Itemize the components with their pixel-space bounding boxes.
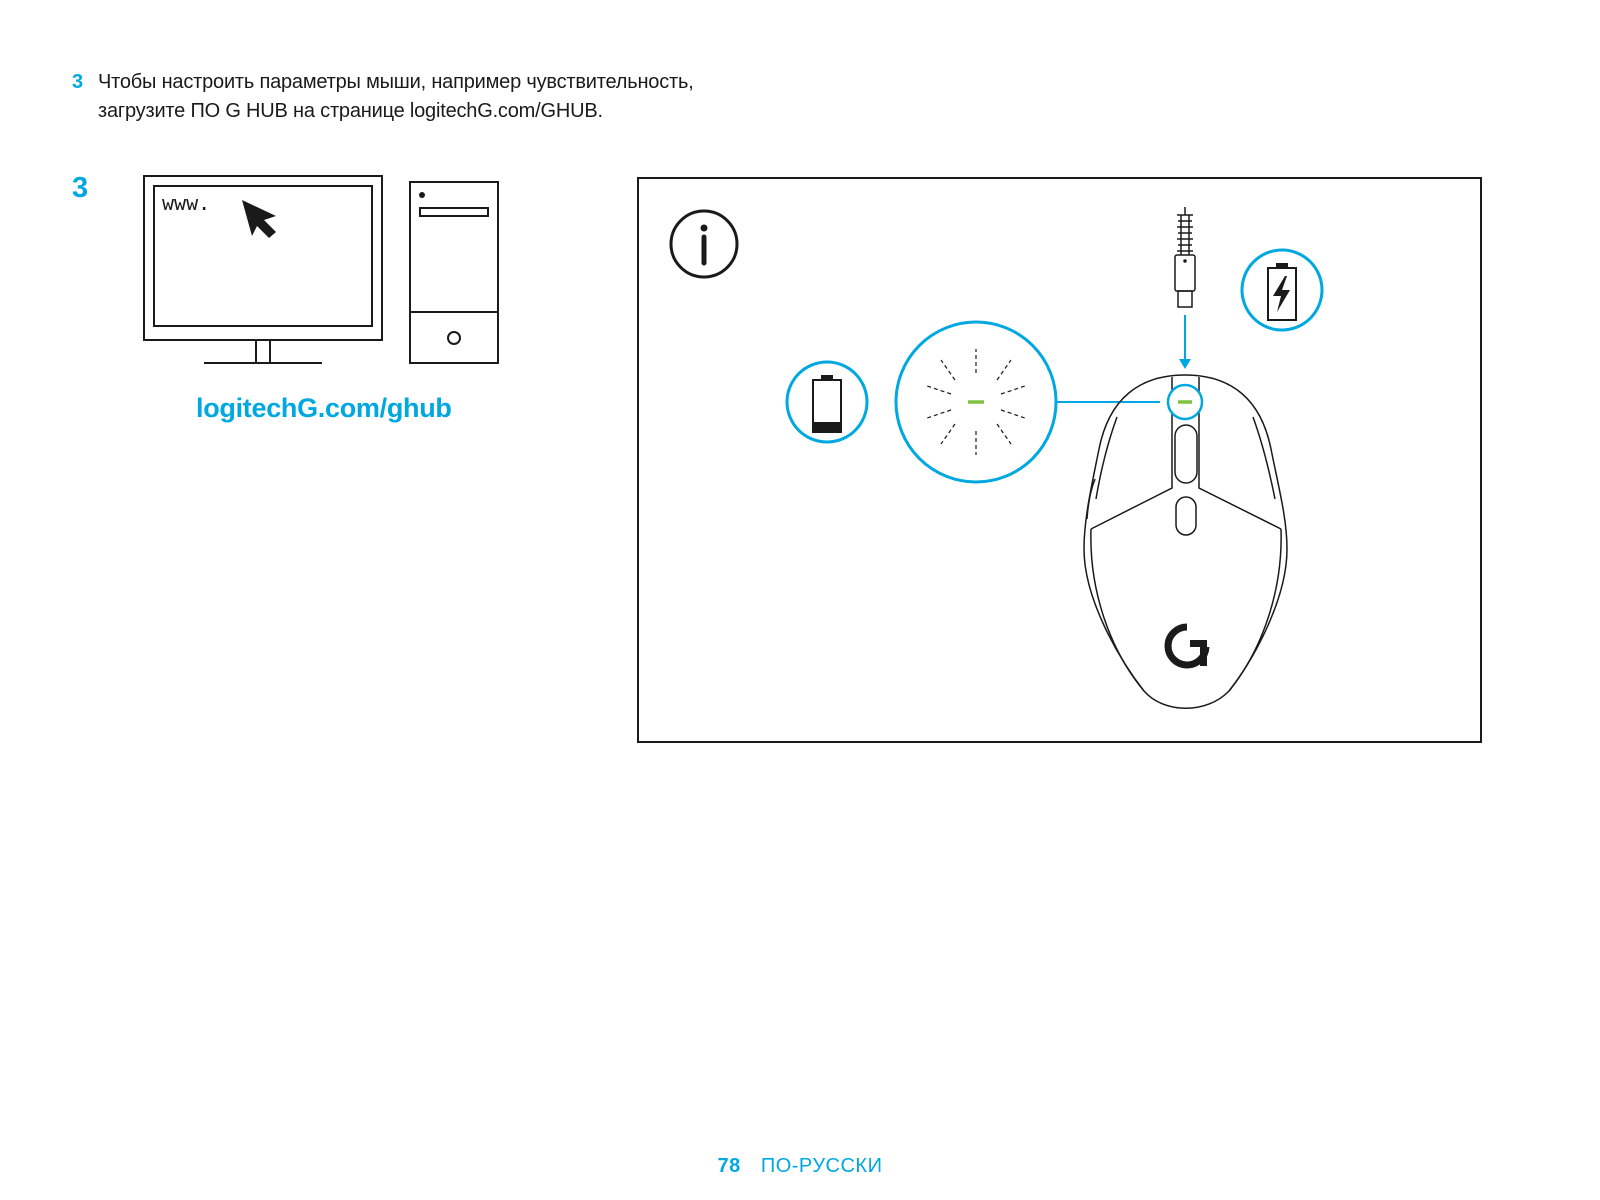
page-footer	[0, 1155, 1600, 1178]
download-url-link[interactable]: logitechG.com/ghub	[196, 393, 452, 423]
info-icon	[671, 211, 737, 277]
g-logo-icon	[1168, 627, 1207, 666]
illustration-step-number: 3	[72, 172, 89, 204]
left-button-line	[1091, 377, 1172, 529]
computer-illustration	[140, 172, 510, 372]
step-instruction	[72, 68, 812, 126]
language-label: ПО-РУССКИ	[760, 1155, 883, 1177]
step-number: 3	[72, 71, 83, 93]
scroll-wheel	[1175, 425, 1197, 483]
power-led	[419, 192, 425, 198]
usb-cable-icon	[1175, 207, 1195, 307]
dpi-button	[1176, 497, 1196, 535]
info-panel-illustration	[639, 179, 1480, 741]
browser-url-text: www.	[162, 191, 211, 215]
cable-arrow-icon	[1179, 315, 1191, 369]
step-text-line-2: загрузите ПО G HUB на странице logitechG.com/GHUB.	[98, 100, 603, 122]
right-button-line	[1199, 377, 1281, 529]
battery-low-icon	[787, 362, 867, 442]
step-text-line-1: Чтобы настроить параметры мыши, например чувствительность,	[98, 71, 694, 93]
pc-tower-icon	[410, 182, 498, 363]
battery-charging-icon	[1242, 250, 1322, 330]
mouse-icon	[1084, 375, 1287, 708]
page-number: 78	[717, 1155, 741, 1177]
info-panel	[637, 177, 1482, 743]
step-text	[98, 68, 812, 126]
side-buttons	[1087, 479, 1095, 519]
cursor-icon	[242, 200, 276, 238]
